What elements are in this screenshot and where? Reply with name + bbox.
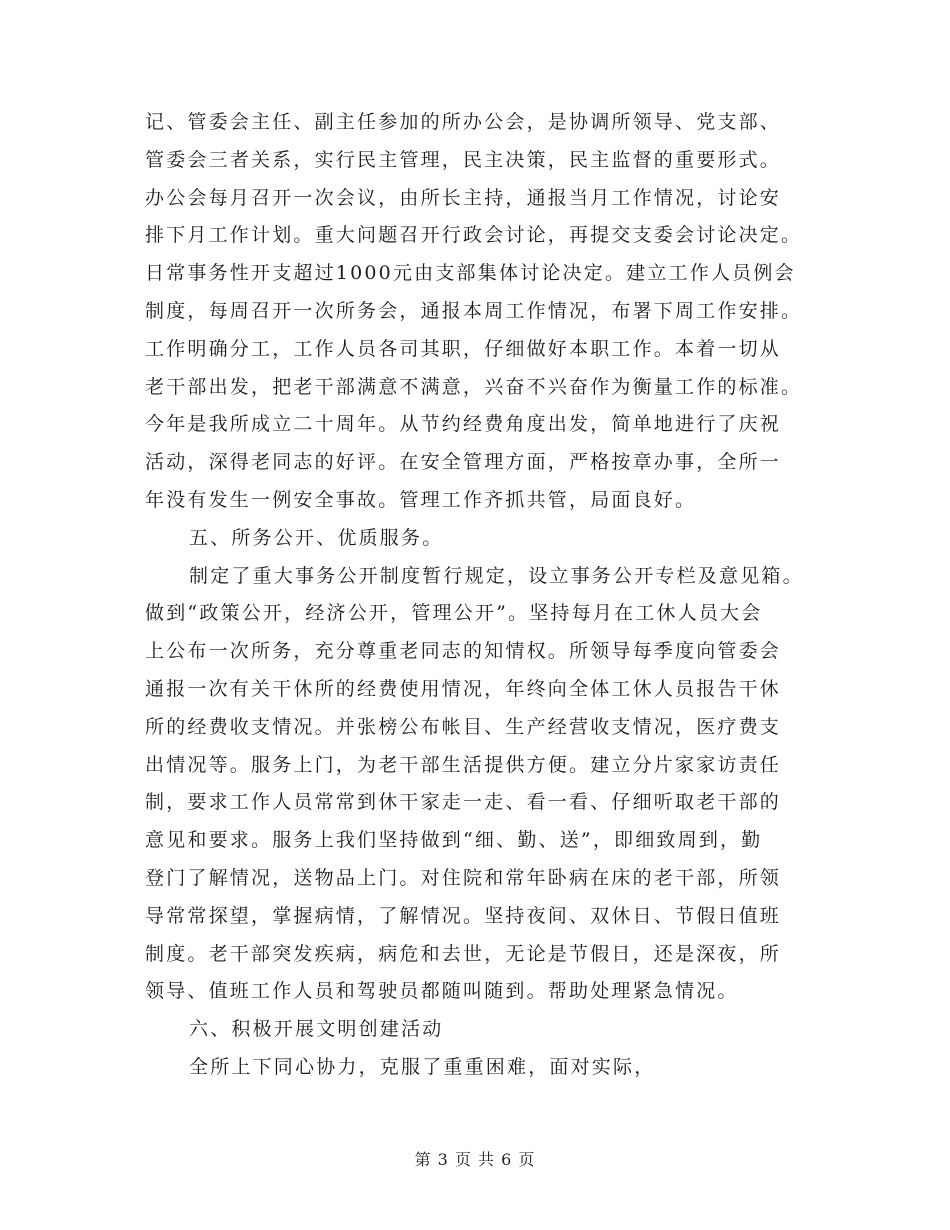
page-footer: 第 3 页 共 6 页: [414, 1150, 536, 1169]
text-line: 制度。老干部突发疾病，病危和去世，无论是节假日，还是深夜，所: [145, 942, 782, 965]
text-line: 管委会三者关系，实行民主管理，民主决策，民主监督的重要形式。: [145, 148, 782, 171]
text-line: 制度，每周召开一次所务会，通报本周工作情况，布署下周工作安排。: [145, 299, 803, 322]
text-line: 意见和要求。服务上我们坚持做到“细、勤、送”，即细致周到，勤: [145, 829, 763, 852]
text-line: 上公布一次所务，充分尊重老同志的知情权。所领导每季度向管委会: [145, 640, 782, 663]
text-line: 老干部出发，把老干部满意不满意，兴奋不兴奋作为衡量工作的标准。: [145, 375, 803, 398]
text-line: 日常事务性开支超过1000元由支部集体讨论决定。建立工作人员例会: [145, 262, 796, 285]
text-line: 所的经费收支情况。并张榜公布帐目、生产经营收支情况，医疗费支: [145, 715, 782, 738]
text-line: 记、管委会主任、副主任参加的所办公会，是协调所领导、党支部、: [145, 111, 782, 133]
body-text: [145, 104, 805, 1087]
text-line: 做到“政策公开，经济公开，管理公开”。坚持每月在工休人员大会: [145, 602, 763, 625]
text-line: 通报一次有关干休所的经费使用情况，年终向全体工休人员报告干休: [145, 677, 782, 700]
text-line: 全所上下同心协力，克服了重重困难，面对实际，: [189, 1055, 656, 1078]
text-line: 制定了重大事务公开制度暂行规定，设立事务公开专栏及意见箱。: [189, 564, 804, 587]
text-line: 活动，深得老同志的好评。在安全管理方面，严格按章办事，全所一: [145, 451, 782, 474]
text-line: 今年是我所成立二十周年。从节约经费角度出发，简单地进行了庆祝: [145, 413, 782, 436]
text-line: 工作明确分工，工作人员各司其职，仔细做好本职工作。本着一切从: [145, 337, 782, 360]
text-line: 年没有发生一例安全事故。管理工作齐抓共管，局面良好。: [145, 488, 697, 511]
text-line: 领导、值班工作人员和驾驶员都随叫随到。帮助处理紧急情况。: [145, 980, 739, 1003]
text-line: 六、积极开展文明创建活动: [189, 1018, 444, 1041]
text-line: 制，要求工作人员常常到休干家走一走、看一看、仔细听取老干部的: [145, 791, 782, 814]
text-line: 五、所务公开、优质服务。: [189, 526, 444, 549]
text-line: 出情况等。服务上门，为老干部生活提供方便。建立分片家家访责任: [145, 753, 782, 776]
text-line: 导常常探望，掌握病情，了解情况。坚持夜间、双休日、节假日值班: [145, 904, 782, 927]
text-line: 登门了解情况，送物品上门。对住院和常年卧病在床的老干部，所领: [145, 866, 782, 889]
text-line: 排下月工作计划。重大问题召开行政会讨论，再提交支委会讨论决定。: [145, 224, 803, 247]
text-line: 办公会每月召开一次会议，由所长主持，通报当月工作情况，讨论安: [145, 186, 782, 209]
